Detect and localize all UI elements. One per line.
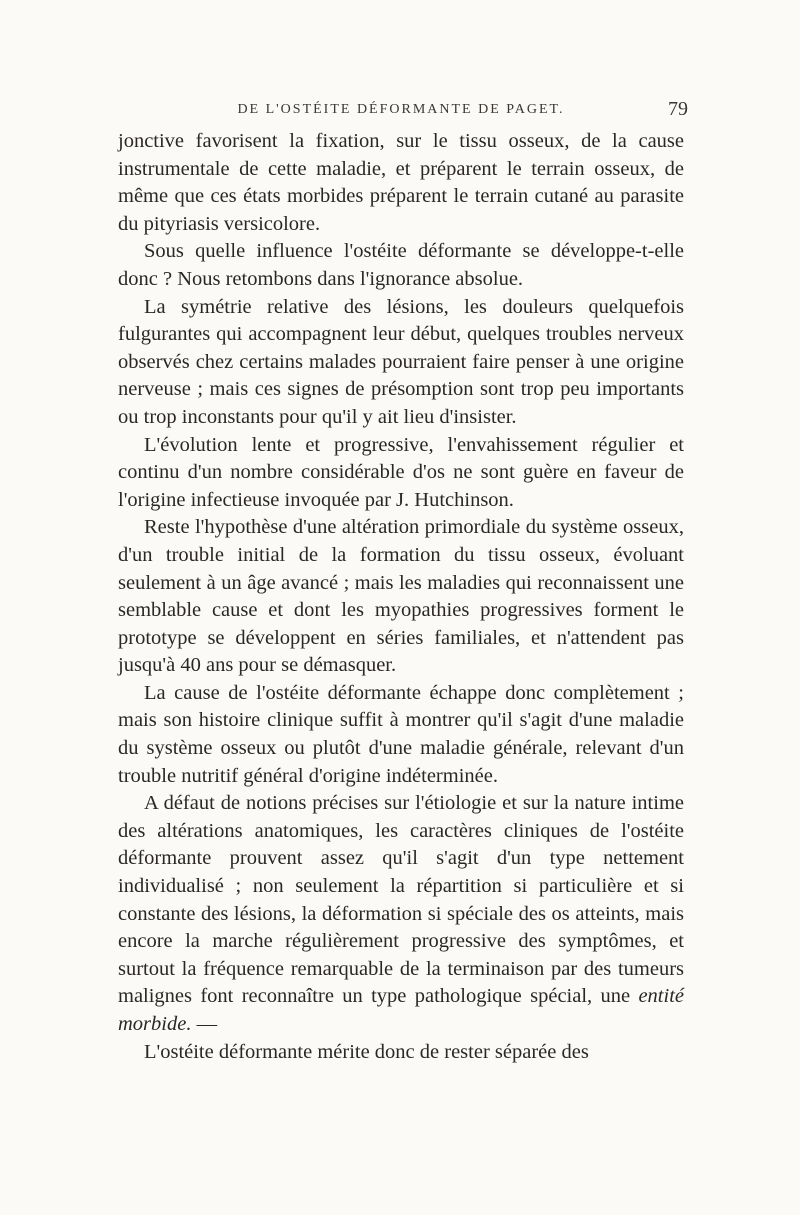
paragraph-3: La symétrie relative des lésions, les douleurs quelquefois fulgurantes qui accompagnent leur début, quelques troubles nerveux observés chez certains malades pourraient faire penser à une origine nerveuse ; mais ces signes de présomption sont trop peu importants ou trop inconstants pour qu'il y ait lieu d'insister. [118, 295, 684, 428]
paragraph-4: L'évolution lente et progressive, l'envahissement régulier et continu d'un nombre considérable d'os ne sont guère en faveur de l'origine infectieuse invoquée par J. Hutchinson. [118, 433, 684, 511]
paragraph-1: jonctive favorisent la fixation, sur le tissu osseux, de la cause instrumentale de cette maladie, et préparent le terrain osseux, de même que ces états morbides préparent le terrain cutané au parasite du pityriasis versicolore. [118, 130, 684, 235]
paragraph-7-emphasis: entité morbide. [118, 985, 684, 1035]
paragraph-7-trailing: — [191, 1013, 218, 1035]
page-header [118, 98, 688, 124]
page-number: 79 [668, 98, 688, 120]
body-text [118, 128, 684, 1066]
paragraph-6: La cause de l'ostéite déformante échappe donc complètement ; mais son histoire clinique suffit à montrer qu'il s'agit d'une maladie du système osseux ou plutôt d'une maladie générale, relevant d'un trouble nutritif général d'origine indéterminée. [118, 681, 684, 787]
running-head: DE L'OSTÉITE DÉFORMANTE DE PAGET. [237, 102, 565, 117]
paragraph-2: Sous quelle influence l'ostéite déformante se développe-t-elle donc ? Nous retombons dans l'ignorance absolue. [118, 240, 684, 290]
paragraph-7-text: A défaut de notions précises sur l'étiologie et sur la nature intime des altérations anatomiques, les caractères cliniques de l'ostéite déformante prouvent assez qu'il s'agit d'un type nettement individualisé ; non seulement la répartition si particulière et si constante des lésions, la déformation si spéciale des os atteints, mais encore la marche régulièrement progressive des symptômes, et surtout la fréquence remarquable de la terminaison par des tumeurs malignes font reconnaître un type pathologique spécial, une [118, 792, 684, 1008]
paragraph-5: Reste l'hypothèse d'une altération primordiale du système osseux, d'un trouble initial de la formation du tissu osseux, évoluant seulement à un âge avancé ; mais les maladies qui reconnaissent une semblable cause et dont les myopathies progressives forment le prototype se développent en séries familiales, et n'attendent pas jusqu'à 40 ans pour se démasquer. [118, 516, 684, 677]
paragraph-7 [118, 790, 684, 1038]
paragraph-8: L'ostéite déformante mérite donc de rester séparée des [144, 1040, 589, 1063]
